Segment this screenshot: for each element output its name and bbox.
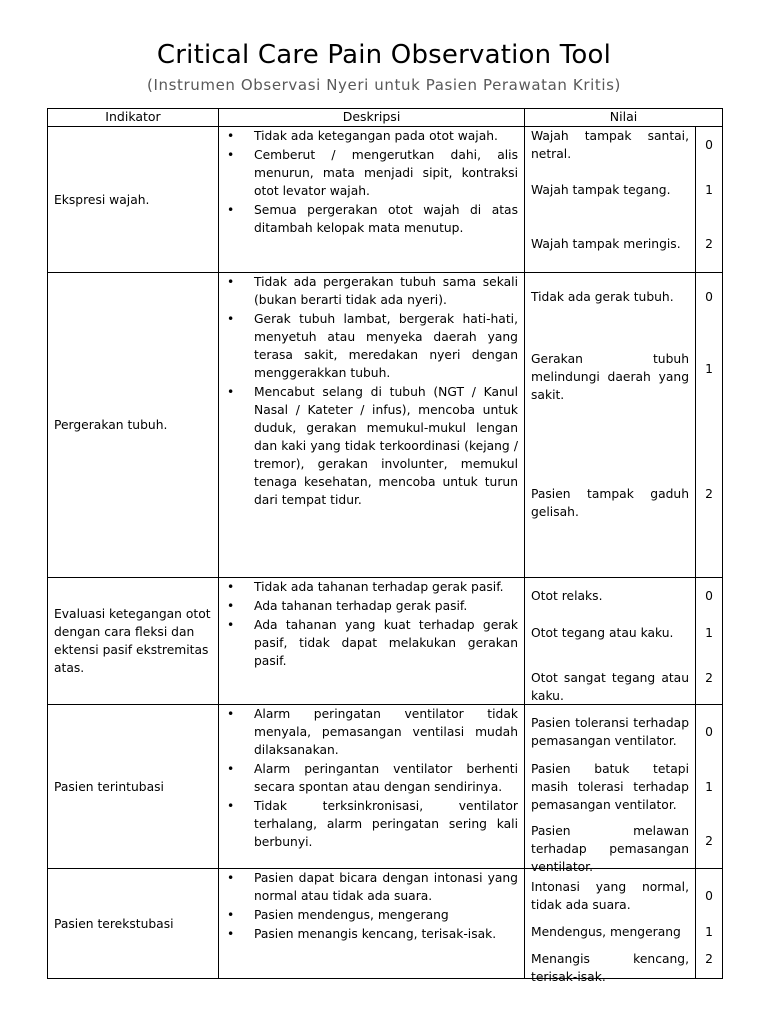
score-value: 0 <box>705 290 713 304</box>
nilai-text: Pasien toleransi terhadap pemasangan ventilator. <box>531 716 689 748</box>
list-item <box>227 597 518 615</box>
deskripsi-text: Alarm peringantan ventilator berhenti secara spontan atau dengan sendirinya. <box>254 762 518 794</box>
score-value: 2 <box>705 671 713 685</box>
deskripsi-text: Tidak terksinkronisasi, ventilator terhalang, alarm peringatan sering kali berbunyi. <box>254 799 518 849</box>
bullet-icon: • <box>227 312 235 326</box>
list-item <box>227 797 518 851</box>
indikator-cell: Pasien terintubasi <box>48 705 219 869</box>
bullet-icon: • <box>227 762 235 776</box>
score-value: 0 <box>705 889 713 903</box>
deskripsi-text: Pasien dapat bicara dengan intonasi yang normal atau tidak ada suara. <box>254 871 518 903</box>
nilai-text: Wajah tampak tegang. <box>531 183 671 197</box>
table-row <box>48 705 723 869</box>
score-value: 0 <box>705 589 713 603</box>
nilai-text: Intonasi yang normal, tidak ada suara. <box>531 880 689 912</box>
deskripsi-text: Semua pergerakan otot wajah di atas ditambah kelopak mata menutup. <box>254 203 518 235</box>
bullet-icon: • <box>227 707 235 721</box>
header-deskripsi: Deskripsi <box>219 109 525 127</box>
table-row <box>48 273 723 578</box>
bullet-icon: • <box>227 871 235 885</box>
deskripsi-text: Tidak ada ketegangan pada otot wajah. <box>254 129 498 143</box>
score-value: 1 <box>705 626 713 640</box>
nilai-cell <box>525 578 723 705</box>
deskripsi-cell <box>219 127 525 273</box>
bullet-icon: • <box>227 599 235 613</box>
nilai-cell <box>525 273 723 578</box>
deskripsi-text: Tidak ada pergerakan tubuh sama sekali (bukan berarti tidak ada nyeri). <box>254 275 518 307</box>
score-value: 2 <box>705 487 713 501</box>
deskripsi-text: Pasien menangis kencang, terisak-isak. <box>254 927 497 941</box>
deskripsi-cell <box>219 869 525 979</box>
score-value: 2 <box>705 952 713 966</box>
bullet-icon: • <box>227 148 235 162</box>
deskripsi-cell <box>219 273 525 578</box>
indikator-cell: Pasien terekstubasi <box>48 869 219 979</box>
nilai-text: Gerakan tubuh melindungi daerah yang sakit. <box>531 352 689 402</box>
indikator-cell: Ekspresi wajah. <box>48 127 219 273</box>
deskripsi-text: Mencabut selang di tubuh (NGT / Kanul Nasal / Kateter / infus), mencoba untuk duduk, gerakan memukul-mukul lengan dan kaki yang tidak terkoordinasi (kejang / tremor), gerakan involunter, memukul tenaga kesehatan, mencoba untuk turun dari tempat tidur. <box>254 385 518 507</box>
bullet-icon: • <box>227 275 235 289</box>
score-value: 1 <box>705 362 713 376</box>
nilai-cell <box>525 705 723 874</box>
nilai-text: Otot sangat tegang atau kaku. <box>531 671 689 703</box>
header-nilai: Nilai <box>525 109 723 127</box>
bullet-icon: • <box>227 385 235 399</box>
bullet-icon: • <box>227 908 235 922</box>
deskripsi-cell <box>219 578 525 705</box>
indikator-cell: Pergerakan tubuh. <box>48 273 219 578</box>
page-title: Critical Care Pain Observation Tool <box>156 40 612 70</box>
nilai-text: Menangis kencang, terisak-isak. <box>531 952 689 984</box>
list-item <box>227 273 518 309</box>
table-row <box>48 869 723 979</box>
score-value: 0 <box>705 725 713 739</box>
list-item <box>227 760 518 796</box>
header-indikator: Indikator <box>48 109 219 127</box>
nilai-text: Mendengus, mengerang <box>531 925 681 939</box>
list-item <box>227 201 518 237</box>
nilai-text: Otot tegang atau kaku. <box>531 626 674 640</box>
deskripsi-text: Ada tahanan terhadap gerak pasif. <box>254 599 468 613</box>
score-value: 1 <box>705 780 713 794</box>
score-value: 2 <box>705 237 713 251</box>
deskripsi-text: Pasien mendengus, mengerang <box>254 908 449 922</box>
nilai-text: Pasien batuk tetapi masih tolerasi terhadap pemasangan ventilator. <box>531 762 689 812</box>
deskripsi-text: Ada tahanan yang kuat terhadap gerak pasif, tidak dapat melakukan gerakan pasif. <box>254 618 518 668</box>
nilai-cell <box>525 127 723 273</box>
deskripsi-text: Cemberut / mengerutkan dahi, alis menurun, mata menjadi sipit, kontraksi otot levator wajah. <box>254 148 518 198</box>
list-item <box>227 925 518 943</box>
deskripsi-cell <box>219 705 525 869</box>
bullet-icon: • <box>227 203 235 217</box>
score-value: 1 <box>705 183 713 197</box>
bullet-icon: • <box>227 580 235 594</box>
bullet-icon: • <box>227 618 235 632</box>
indikator-cell: Evaluasi ketegangan otot dengan cara fleksi dan ektensi pasif ekstremitas atas. <box>48 578 219 705</box>
table-header-row <box>48 109 723 127</box>
deskripsi-text: Gerak tubuh lambat, bergerak hati-hati, menyetuh atau menyeka daerah yang terasa sakit, meredakan nyeri dengan menggerakkan tubuh. <box>254 312 518 380</box>
deskripsi-text: Alarm peringatan ventilator tidak menyala, pemasangan ventilasi mudah dilaksanakan. <box>254 707 518 757</box>
score-value: 0 <box>705 138 713 152</box>
page-subtitle: (Instrumen Observasi Nyeri untuk Pasien Perawatan Kritis) <box>147 76 621 94</box>
list-item <box>227 705 518 759</box>
deskripsi-text: Tidak ada tahanan terhadap gerak pasif. <box>254 580 504 594</box>
nilai-text: Wajah tampak meringis. <box>531 237 681 251</box>
list-item <box>227 578 518 596</box>
nilai-text: Pasien melawan terhadap pemasangan ventilator. <box>531 824 689 874</box>
list-item <box>227 310 518 382</box>
bullet-icon: • <box>227 129 235 143</box>
cpot-table <box>47 108 723 984</box>
list-item <box>227 616 518 670</box>
nilai-text: Pasien tampak gaduh gelisah. <box>531 487 689 519</box>
list-item <box>227 383 518 509</box>
nilai-text: Wajah tampak santai, netral. <box>531 129 689 161</box>
list-item <box>227 869 518 905</box>
list-item <box>227 146 518 200</box>
list-item <box>227 906 518 924</box>
score-value: 1 <box>705 925 713 939</box>
table-row <box>48 127 723 273</box>
nilai-cell <box>525 869 723 984</box>
bullet-icon: • <box>227 927 235 941</box>
score-value: 2 <box>705 834 713 848</box>
list-item <box>227 127 518 145</box>
table-row <box>48 578 723 705</box>
nilai-text: Otot relaks. <box>531 589 603 603</box>
nilai-text: Tidak ada gerak tubuh. <box>531 290 674 304</box>
bullet-icon: • <box>227 799 235 813</box>
